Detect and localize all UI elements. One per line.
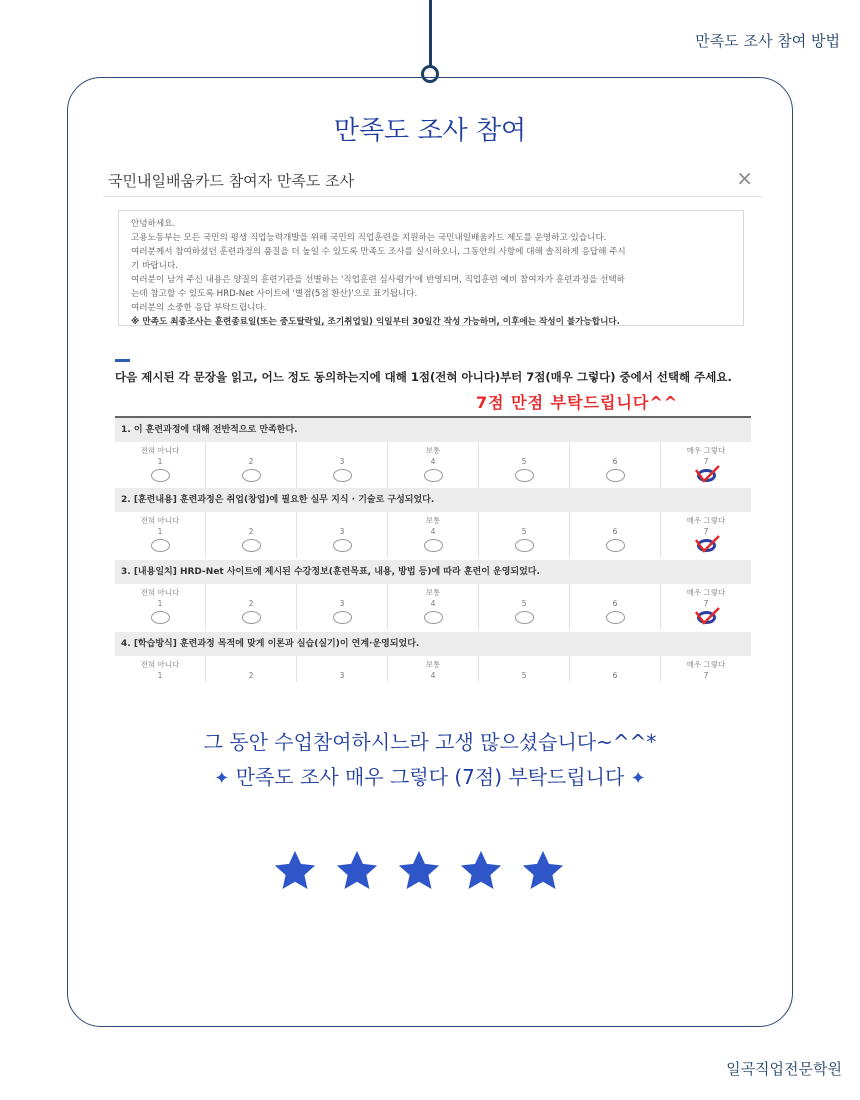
notice-line: 여러분이 남겨 주신 내용은 양질의 훈련기관을 선별하는 '직업훈련 심사평가'에 반영되며, 직업훈련 예비 참여자가 훈련과정을 선택하	[131, 275, 625, 285]
close-icon[interactable]: ×	[736, 166, 753, 190]
scale-label: 보통	[425, 516, 441, 525]
accent-bar	[115, 359, 130, 362]
scale-label: 전혀 아니다	[140, 446, 180, 455]
scale-label: 매우 그렇다	[686, 516, 726, 525]
scale-option[interactable]	[115, 512, 205, 558]
scale-number: 1	[157, 599, 163, 608]
question-group	[115, 632, 751, 682]
radio-button[interactable]	[606, 539, 625, 552]
scale-label: 보통	[425, 660, 441, 669]
scale-number: 6	[612, 599, 618, 608]
scale-number: 6	[612, 527, 618, 536]
scale-number: 3	[339, 599, 345, 608]
scale-option[interactable]	[296, 656, 387, 682]
radio-button[interactable]	[151, 539, 170, 552]
radio-button[interactable]	[606, 611, 625, 624]
request-message	[0, 761, 860, 790]
survey-title: 국민내일배움카드 참여자 만족도 조사	[108, 172, 355, 190]
notice-line: 여러분의 소중한 응답 부탁드립니다.	[131, 303, 267, 313]
checkmark-icon	[694, 606, 720, 626]
question-text: 4. [학습방식] 훈련과정 목적에 맞게 이론과 실습(실기)이 연계·운영되었다.	[115, 632, 751, 656]
scale-option[interactable]	[205, 442, 296, 488]
notice-line: ※ 만족도 최종조사는 훈련종료일(또는 중도탈락일, 조기취업일) 익일부터 30일간 작성 가능하며, 이후에는 작성이 불가능합니다.	[131, 317, 620, 327]
scale-number: 6	[612, 457, 618, 466]
scale-option[interactable]	[569, 512, 660, 558]
checkmark-icon	[694, 534, 720, 554]
scale-option[interactable]	[296, 584, 387, 630]
sparkle-star-icon: ✦	[630, 768, 646, 789]
question-group	[115, 416, 751, 488]
scale-number: 2	[248, 599, 254, 608]
scale-option[interactable]	[205, 512, 296, 558]
request-message-text: 만족도 조사 매우 그렇다 (7점) 부탁드립니다	[235, 765, 625, 789]
scale-option[interactable]	[387, 442, 478, 488]
radio-button[interactable]	[333, 611, 352, 624]
scale-number: 7	[703, 671, 709, 680]
scale-option[interactable]	[478, 442, 569, 488]
scale-option[interactable]	[478, 584, 569, 630]
scale-option[interactable]	[478, 656, 569, 682]
star-icon	[458, 848, 504, 894]
scale-number: 5	[521, 457, 527, 466]
scale-row	[115, 442, 751, 488]
radio-button[interactable]	[242, 469, 261, 482]
scale-number: 6	[612, 671, 618, 680]
scale-row	[115, 512, 751, 558]
scale-option[interactable]	[569, 442, 660, 488]
question-text: 3. [내용일치] HRD-Net 사이트에 제시된 수강정보(훈련목표, 내용, 방법 등)에 따라 훈련이 운영되었다.	[115, 560, 751, 584]
scale-number: 3	[339, 457, 345, 466]
checkmark-icon	[694, 464, 720, 484]
notice-line: 여러분께서 참여하셨던 훈련과정의 품질을 더 높일 수 있도록 만족도 조사를 실시하오니, 그동안의 사항에 대해 솔직하게 응답해 주시	[131, 247, 626, 257]
scale-option[interactable]	[660, 442, 751, 488]
scale-option[interactable]	[660, 656, 751, 682]
question-group	[115, 488, 751, 558]
scale-number: 1	[157, 457, 163, 466]
thanks-message: 그 동안 수업참여하시느라 고생 많으셨습니다~^^*	[203, 730, 657, 754]
scale-number: 3	[339, 527, 345, 536]
scale-label: 전혀 아니다	[140, 516, 180, 525]
scale-label: 전혀 아니다	[140, 660, 180, 669]
scale-option[interactable]	[115, 442, 205, 488]
scale-number: 7	[703, 527, 709, 536]
scale-number: 7	[703, 457, 709, 466]
scale-option[interactable]	[296, 442, 387, 488]
notice-line: 는데 참고할 수 있도록 HRD-Net 사이트에 '별점(5점 환산)'으로 표기됩니다.	[131, 289, 418, 299]
notice-line: 고용노동부는 모든 국민의 평생 직업능력개발을 위해 국민의 직업훈련을 지원하는 국민내일배움카드 제도를 운영하고 있습니다.	[131, 233, 607, 243]
radio-button[interactable]	[333, 539, 352, 552]
footer-org: 일곡직업전문학원	[726, 1060, 842, 1078]
radio-button[interactable]	[515, 539, 534, 552]
instruction-text: 다음 제시된 각 문장을 읽고, 어느 정도 동의하는지에 대해 1점(전혀 아니다)부터 7점(매우 그렇다) 중에서 선택해 주세요.	[115, 370, 732, 384]
connector-line	[429, 0, 432, 66]
scale-number: 5	[521, 527, 527, 536]
scale-option[interactable]	[205, 656, 296, 682]
radio-button[interactable]	[242, 611, 261, 624]
scale-label: 매우 그렇다	[686, 660, 726, 669]
scale-option[interactable]	[387, 584, 478, 630]
scale-row	[115, 584, 751, 630]
scale-option[interactable]	[569, 584, 660, 630]
scale-number: 2	[248, 671, 254, 680]
radio-button[interactable]	[515, 469, 534, 482]
scale-label: 전혀 아니다	[140, 588, 180, 597]
scale-option[interactable]	[569, 656, 660, 682]
star-icon	[272, 848, 318, 894]
radio-button[interactable]	[515, 611, 534, 624]
star-rating	[272, 848, 578, 900]
radio-button[interactable]	[606, 469, 625, 482]
scale-option[interactable]	[115, 656, 205, 682]
scale-number: 1	[157, 671, 163, 680]
scale-label: 보통	[425, 446, 441, 455]
scale-label: 보통	[425, 588, 441, 597]
radio-button[interactable]	[151, 611, 170, 624]
scale-option[interactable]	[660, 512, 751, 558]
star-icon	[520, 848, 566, 894]
radio-button[interactable]	[424, 539, 443, 552]
scale-number: 5	[521, 599, 527, 608]
survey-screenshot	[103, 162, 763, 682]
divider	[103, 196, 763, 197]
scale-option[interactable]	[660, 584, 751, 630]
scale-number: 2	[248, 457, 254, 466]
radio-button[interactable]	[424, 611, 443, 624]
red-note: 7점 만점 부탁드립니다^^	[476, 393, 679, 412]
radio-button[interactable]	[151, 469, 170, 482]
scale-option[interactable]	[387, 512, 478, 558]
scale-number: 4	[430, 457, 436, 466]
notice-line: 안녕하세요.	[131, 219, 176, 229]
scale-number: 4	[430, 671, 436, 680]
sparkle-star-icon: ✦	[214, 768, 230, 789]
card-title: 만족도 조사 참여	[333, 116, 527, 146]
scale-option[interactable]	[387, 656, 478, 682]
scale-option[interactable]	[478, 512, 569, 558]
scale-option[interactable]	[205, 584, 296, 630]
star-icon	[396, 848, 442, 894]
scale-number: 4	[430, 527, 436, 536]
star-icon	[334, 848, 380, 894]
question-group	[115, 560, 751, 630]
header-title: 만족도 조사 참여 방법	[695, 32, 840, 50]
scale-number: 3	[339, 671, 345, 680]
scale-number: 7	[703, 599, 709, 608]
radio-button[interactable]	[242, 539, 261, 552]
radio-button[interactable]	[333, 469, 352, 482]
scale-number: 1	[157, 527, 163, 536]
scale-number: 2	[248, 527, 254, 536]
radio-button[interactable]	[424, 469, 443, 482]
scale-row	[115, 656, 751, 682]
scale-option[interactable]	[115, 584, 205, 630]
scale-number: 5	[521, 671, 527, 680]
question-text: 1. 이 훈련과정에 대해 전반적으로 만족한다.	[115, 416, 751, 442]
scale-label: 매우 그렇다	[686, 588, 726, 597]
scale-option[interactable]	[296, 512, 387, 558]
notice-box	[118, 210, 744, 326]
scale-number: 4	[430, 599, 436, 608]
notice-line: 기 바랍니다.	[131, 261, 178, 271]
question-text: 2. [훈련내용] 훈련과정은 취업(창업)에 필요한 실무 지식 · 기술로 구성되었다.	[115, 488, 751, 512]
scale-label: 매우 그렇다	[686, 446, 726, 455]
